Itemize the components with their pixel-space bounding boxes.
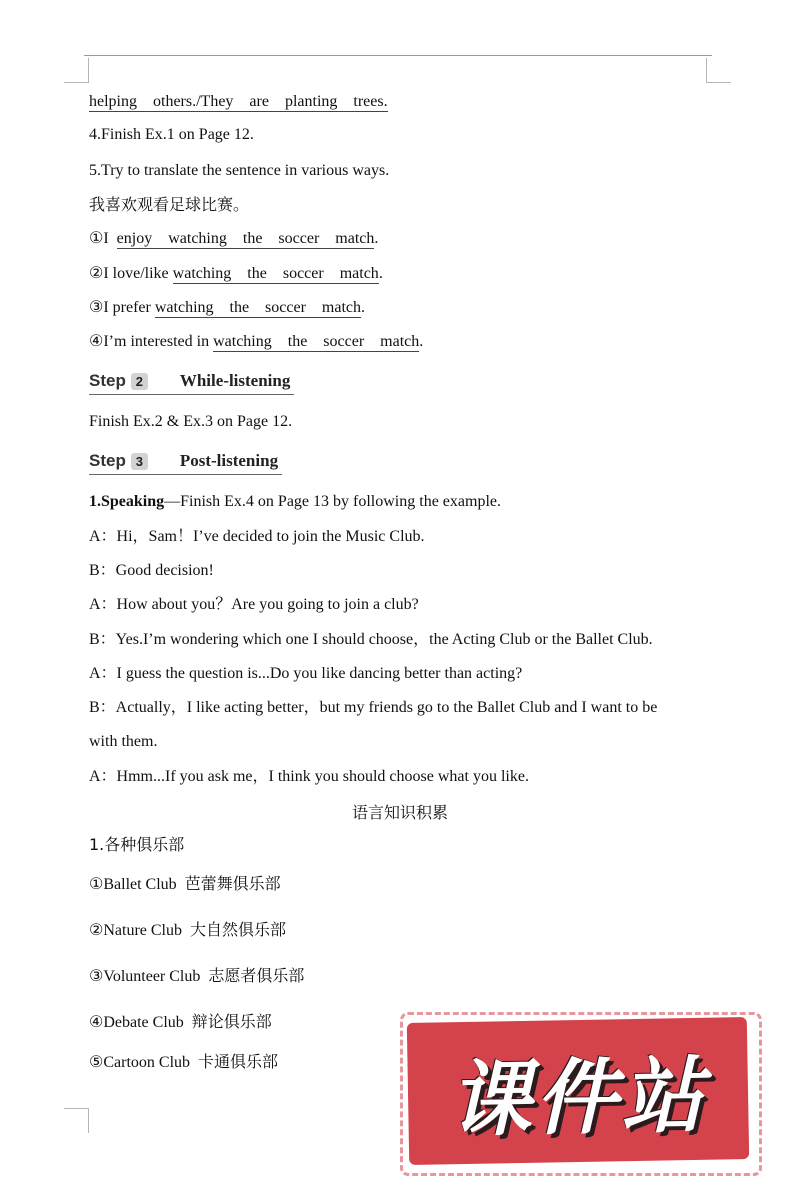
step-label: Step <box>89 371 126 390</box>
chinese-sentence: 我喜欢观看足球比赛。 <box>89 195 250 214</box>
club-name-zh: 辩论俱乐部 <box>191 1012 272 1031</box>
step-number-badge: 2 <box>131 373 148 390</box>
translation-prefix: ④I’m interested in <box>89 333 210 350</box>
translation-answer: enjoy watching the soccer match <box>116 230 375 247</box>
translation-line-3: ③I prefer watching the soccer match. <box>89 299 366 316</box>
club-item <box>89 966 304 987</box>
translation-line-4: ④I’m interested in watching the soccer match. <box>89 333 424 350</box>
speaking-instruction <box>89 492 501 512</box>
step-2-heading <box>89 368 294 395</box>
step-title: While-listening <box>179 371 291 390</box>
corner-mark-top-left <box>64 58 89 83</box>
translation-prefix: ③I prefer <box>89 299 151 316</box>
instruction-line: 4.Finish Ex.1 on Page 12. <box>89 126 254 143</box>
answer-line-1 <box>89 92 388 112</box>
section-title: 语言知识积累 <box>351 803 448 822</box>
step-title: Post-listening <box>179 451 279 470</box>
dialogue-line: B：Good decision! <box>89 562 214 579</box>
corner-mark-bottom-left <box>64 1108 89 1133</box>
dialogue-line: B：Actually，I like acting better，but my friends go to the Ballet Club and I want to be <box>89 699 658 716</box>
translation-answer: watching the soccer match <box>154 299 362 316</box>
club-item <box>89 920 286 941</box>
answer-text: helping others./They are planting trees. <box>89 93 388 110</box>
dialogue-line: A：Hmm...If you ask me，I think you should choose what you like. <box>89 768 529 785</box>
translation-answer: watching the soccer match <box>213 333 420 350</box>
dialogue-line: B：Yes.I’m wondering which one I should choose，the Acting Club or the Ballet Club. <box>89 631 653 648</box>
club-name-en: ②Nature Club <box>89 922 182 939</box>
step-3-heading <box>89 448 282 475</box>
step-2-text: Finish Ex.2 & Ex.3 on Page 12. <box>89 413 293 430</box>
watermark-logo <box>407 1017 749 1165</box>
club-name-en: ⑤Cartoon Club <box>89 1054 191 1071</box>
dialogue-line: A：Hi，Sam！I’ve decided to join the Music Club. <box>89 528 425 545</box>
dialogue-line: A：I guess the question is...Do you like dancing better than acting? <box>89 665 523 682</box>
club-item <box>89 1052 278 1073</box>
dialogue-line: A：How about you？Are you going to join a club? <box>89 596 419 613</box>
section-heading: 1.各种俱乐部 <box>89 835 185 854</box>
speaking-text: —Finish Ex.4 on Page 13 by following the example. <box>164 493 501 510</box>
club-name-zh: 卡通俱乐部 <box>198 1052 279 1071</box>
translation-answer: watching the soccer match <box>172 265 379 282</box>
step-label: Step <box>89 451 126 470</box>
speaking-label: 1.Speaking <box>89 493 165 510</box>
translation-prefix: ②I love/like <box>89 265 169 282</box>
club-name-zh: 大自然俱乐部 <box>190 920 287 939</box>
dialogue-line: with them. <box>89 733 158 750</box>
step-number-badge: 3 <box>131 453 148 470</box>
translation-prefix: ①I <box>89 230 109 247</box>
corner-mark-top-right <box>706 58 731 83</box>
logo-text: 课件站 <box>448 1048 708 1148</box>
club-name-en: ①Ballet Club <box>89 876 177 893</box>
instruction-line: 5.Try to translate the sentence in various ways. <box>89 162 390 179</box>
club-name-en: ④Debate Club <box>89 1014 184 1031</box>
club-item <box>89 1012 272 1033</box>
header-rule <box>84 55 712 56</box>
club-name-en: ③Volunteer Club <box>89 968 201 985</box>
translation-line-2: ②I love/like watching the soccer match. <box>89 265 383 282</box>
club-item <box>89 874 281 895</box>
club-name-zh: 志愿者俱乐部 <box>208 966 305 985</box>
translation-line-1: ①I enjoy watching the soccer match. <box>89 230 379 247</box>
club-name-zh: 芭蕾舞俱乐部 <box>184 874 281 893</box>
